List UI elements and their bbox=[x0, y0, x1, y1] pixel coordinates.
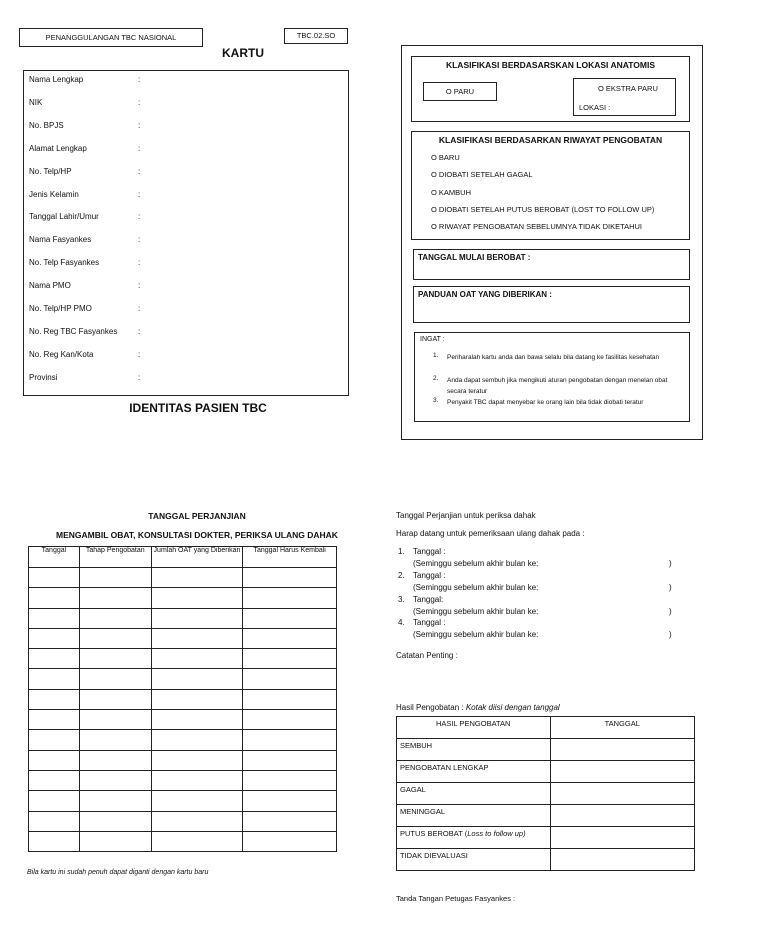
remember-item-text: Periharalah kartu anda dan bawa selalu bila datang ke fasilitas kesehatan bbox=[447, 354, 660, 361]
card-code-box bbox=[284, 28, 348, 44]
identity-field-row bbox=[24, 75, 348, 89]
oat-box[interactable] bbox=[413, 286, 690, 323]
sputum-note: (Seminggu sebelum akhir bulan ke: bbox=[413, 606, 539, 616]
appointment-row bbox=[29, 568, 337, 588]
sputum-date-label: Tanggal : bbox=[413, 570, 446, 580]
appointment-cell[interactable] bbox=[29, 770, 80, 790]
appointment-column-header: Tanggal bbox=[29, 547, 80, 568]
identity-field-row bbox=[24, 235, 348, 249]
appointment-cell[interactable] bbox=[29, 588, 80, 608]
appointment-cell[interactable] bbox=[243, 669, 337, 689]
identity-field-colon: : bbox=[138, 189, 141, 199]
remember-label: INGAT : bbox=[420, 336, 445, 343]
result-header-row bbox=[397, 717, 695, 739]
appointment-row bbox=[29, 689, 337, 709]
sputum-item-number: 4. bbox=[398, 618, 405, 628]
identity-field-label: NIK bbox=[29, 97, 43, 107]
identity-field-label: No. Reg TBC Fasyankes bbox=[29, 326, 118, 336]
identity-field-colon: : bbox=[138, 258, 141, 268]
appointment-column-header: Jumlah OAT yang Diberikan bbox=[151, 547, 243, 568]
appointment-cell[interactable] bbox=[243, 649, 337, 669]
appointment-cell[interactable] bbox=[151, 811, 243, 831]
identity-field-colon: : bbox=[138, 212, 141, 222]
result-name-cell bbox=[397, 805, 551, 827]
identity-field-label: Provinsi bbox=[29, 372, 58, 382]
card-title: KARTU bbox=[222, 46, 264, 60]
result-name: SEMBUH bbox=[400, 741, 433, 750]
identity-field-value[interactable] bbox=[146, 75, 342, 87]
appointment-cell[interactable] bbox=[151, 730, 243, 750]
appointment-cell[interactable] bbox=[79, 669, 151, 689]
result-label-line bbox=[396, 703, 560, 712]
appointment-subtitle: MENGAMBIL OBAT, KONSULTASI DOKTER, PERIKSA ULANG DAHAK bbox=[56, 530, 338, 540]
result-row bbox=[397, 783, 695, 805]
appointment-row bbox=[29, 791, 337, 811]
identity-field-value[interactable] bbox=[146, 304, 342, 316]
history-option[interactable]: O KAMBUH bbox=[431, 187, 472, 197]
history-option[interactable]: O DIOBATI SETELAH GAGAL bbox=[431, 170, 533, 180]
appointment-cell[interactable] bbox=[151, 770, 243, 790]
appointment-cell[interactable] bbox=[151, 628, 243, 648]
result-date-cell[interactable] bbox=[550, 761, 694, 783]
appointment-row bbox=[29, 811, 337, 831]
appointment-cell[interactable] bbox=[151, 831, 243, 851]
identity-field-value[interactable] bbox=[146, 350, 342, 362]
appointment-row bbox=[29, 588, 337, 608]
appointment-cell[interactable] bbox=[29, 628, 80, 648]
identity-field-label: Nama PMO bbox=[29, 281, 71, 291]
identity-field-value[interactable] bbox=[146, 144, 342, 156]
identity-field-label: No. Telp/HP PMO bbox=[29, 304, 92, 313]
appointment-row bbox=[29, 628, 337, 648]
anatomic-title: KLASIFIKASI BERDASARSKAN LOKASI ANATOMIS bbox=[445, 60, 656, 70]
identity-field-colon: : bbox=[138, 326, 141, 336]
identity-field-value[interactable] bbox=[146, 373, 342, 385]
identity-field-colon: : bbox=[138, 97, 141, 107]
appointment-cell[interactable] bbox=[79, 730, 151, 750]
appointment-cell[interactable] bbox=[29, 689, 80, 709]
result-row bbox=[397, 849, 695, 871]
sputum-intro: Tanggal Perjanjian untuk periksa dahak bbox=[396, 511, 536, 520]
result-name-cell bbox=[397, 827, 551, 849]
lokasi-label: LOKASI : bbox=[579, 103, 611, 112]
result-name: TIDAK DIEVALUASI bbox=[400, 851, 468, 860]
result-name: PUTUS BEROBAT ( bbox=[400, 829, 468, 838]
appointment-cell[interactable] bbox=[79, 831, 151, 851]
appointment-cell[interactable] bbox=[79, 750, 151, 770]
history-option[interactable]: O BARU bbox=[431, 153, 460, 162]
identity-field-label: Nama Lengkap bbox=[29, 75, 84, 84]
ekstra-paru-box[interactable] bbox=[573, 78, 676, 116]
appointment-cell[interactable] bbox=[29, 791, 80, 811]
identity-field-colon: : bbox=[138, 120, 141, 130]
identity-field-label: No. BPJS bbox=[29, 120, 64, 130]
identity-field-value[interactable] bbox=[146, 235, 342, 247]
appointment-cell[interactable] bbox=[243, 750, 337, 770]
appointment-cell[interactable] bbox=[79, 791, 151, 811]
identity-field-colon: : bbox=[138, 281, 141, 291]
appointment-column-header: Tanggal Harus Kembali bbox=[243, 547, 337, 568]
signature-label: Tanda Tangan Petugas Fasyankes : bbox=[396, 894, 516, 903]
sputum-note-close: ) bbox=[669, 606, 672, 616]
result-row bbox=[397, 827, 695, 849]
sputum-date-label: Tanggal: bbox=[413, 594, 444, 604]
identity-field-value[interactable] bbox=[146, 190, 342, 202]
ekstra-paru-option: O EKSTRA PARU bbox=[598, 84, 658, 93]
appointment-cell[interactable] bbox=[243, 811, 337, 831]
identity-field-row bbox=[24, 373, 348, 387]
appointment-cell[interactable] bbox=[151, 649, 243, 669]
sputum-note-close: ) bbox=[669, 582, 672, 592]
result-row bbox=[397, 805, 695, 827]
identity-field-row bbox=[24, 98, 348, 112]
appointment-row bbox=[29, 710, 337, 730]
appointment-cell[interactable] bbox=[29, 750, 80, 770]
identity-field-label: Jenis Kelamin bbox=[29, 189, 79, 199]
appointment-cell[interactable] bbox=[151, 710, 243, 730]
result-column-header: TANGGAL bbox=[550, 717, 694, 739]
result-date-cell[interactable] bbox=[550, 849, 694, 871]
result-row bbox=[397, 761, 695, 783]
identity-field-row bbox=[24, 281, 348, 295]
appointment-cell[interactable] bbox=[151, 608, 243, 628]
appointment-cell[interactable] bbox=[79, 628, 151, 648]
history-option[interactable]: O RIWAYAT PENGOBATAN SEBELUMNYA TIDAK DIKETAHUI bbox=[431, 222, 643, 232]
appointment-cell[interactable] bbox=[151, 750, 243, 770]
history-box bbox=[411, 131, 690, 240]
card-code: TBC.02.SO bbox=[296, 31, 336, 40]
result-name: PENGOBATAN LENGKAP bbox=[400, 763, 489, 772]
appointment-column-header: Tahap Pengobatan bbox=[79, 547, 151, 568]
appointment-cell[interactable] bbox=[151, 568, 243, 588]
identity-field-row bbox=[24, 167, 348, 181]
result-date-cell[interactable] bbox=[550, 783, 694, 805]
appointment-cell[interactable] bbox=[79, 770, 151, 790]
appointment-cell[interactable] bbox=[243, 831, 337, 851]
appointment-row bbox=[29, 669, 337, 689]
result-date-cell[interactable] bbox=[550, 805, 694, 827]
paru-option-box[interactable] bbox=[423, 82, 497, 101]
identity-field-value[interactable] bbox=[146, 121, 342, 133]
identity-field-value[interactable] bbox=[146, 98, 342, 110]
appointment-footnote: Bila kartu ini sudah penuh dapat diganti dengan kartu baru bbox=[27, 869, 209, 876]
identity-field-row bbox=[24, 144, 348, 158]
notes-label: Catatan Penting : bbox=[396, 651, 458, 660]
appointment-cell[interactable] bbox=[243, 568, 337, 588]
result-column-header: HASIL PENGOBATAN bbox=[397, 717, 551, 739]
result-name-cell bbox=[397, 849, 551, 871]
appointment-cell[interactable] bbox=[79, 649, 151, 669]
appointment-cell[interactable] bbox=[79, 608, 151, 628]
identity-field-row bbox=[24, 258, 348, 272]
identity-field-value[interactable] bbox=[146, 258, 342, 270]
program-label: PENANGGULANGAN TBC NASIONAL bbox=[45, 33, 177, 42]
identity-field-row bbox=[24, 350, 348, 364]
sputum-request: Harap datang untuk pemeriksaan ulang dahak pada : bbox=[396, 529, 585, 538]
appointment-cell[interactable] bbox=[243, 791, 337, 811]
identity-field-label: No. Reg Kan/Kota bbox=[29, 349, 94, 359]
identity-box bbox=[23, 70, 349, 396]
sputum-date-label: Tanggal : bbox=[413, 547, 446, 556]
identity-field-label: No. Telp/HP bbox=[29, 166, 72, 176]
result-name: MENINGGAL bbox=[400, 807, 446, 816]
appointment-header-row bbox=[29, 547, 337, 568]
result-label-italic: Kotak diisi dengan tanggal bbox=[465, 703, 560, 712]
appointment-cell[interactable] bbox=[29, 568, 80, 588]
sputum-date-label: Tanggal : bbox=[413, 618, 446, 628]
identity-field-row bbox=[24, 190, 348, 204]
result-label: Hasil Pengobatan : bbox=[396, 703, 464, 712]
result-name: GAGAL bbox=[400, 785, 426, 794]
sputum-note-close: ) bbox=[669, 630, 672, 640]
appointment-cell[interactable] bbox=[151, 689, 243, 709]
sputum-note-close: ) bbox=[669, 559, 672, 568]
identity-field-colon: : bbox=[138, 304, 141, 313]
appointment-cell[interactable] bbox=[151, 669, 243, 689]
result-name-italic: Loss to follow up) bbox=[467, 829, 526, 838]
appointment-cell[interactable] bbox=[243, 608, 337, 628]
appointment-cell[interactable] bbox=[79, 568, 151, 588]
sputum-item-number: 1. bbox=[398, 547, 405, 556]
appointment-cell[interactable] bbox=[29, 831, 80, 851]
appointment-cell[interactable] bbox=[151, 588, 243, 608]
sputum-note: (Seminggu sebelum akhir bulan ke: bbox=[413, 559, 539, 568]
appointment-cell[interactable] bbox=[243, 628, 337, 648]
program-label-box bbox=[19, 28, 203, 47]
appointment-row bbox=[29, 831, 337, 851]
appointment-cell[interactable] bbox=[29, 608, 80, 628]
appointment-cell[interactable] bbox=[29, 811, 80, 831]
sputum-note: (Seminggu sebelum akhir bulan ke: bbox=[413, 630, 539, 640]
sputum-note: (Seminggu sebelum akhir bulan ke: bbox=[413, 582, 539, 592]
appointment-cell[interactable] bbox=[243, 689, 337, 709]
appointment-row bbox=[29, 730, 337, 750]
identity-field-value[interactable] bbox=[146, 281, 342, 293]
appointment-cell[interactable] bbox=[79, 710, 151, 730]
start-date-label: TANGGAL MULAI BEROBAT : bbox=[418, 253, 531, 262]
identity-field-row bbox=[24, 327, 348, 341]
identity-field-label: No. Telp Fasyankes bbox=[29, 258, 100, 268]
appointment-cell[interactable] bbox=[79, 689, 151, 709]
appointment-cell[interactable] bbox=[243, 730, 337, 750]
identity-field-label: Tanggal Lahir/Umur bbox=[29, 212, 99, 222]
paru-option: O PARU bbox=[445, 87, 475, 96]
identity-field-value[interactable] bbox=[146, 327, 342, 339]
remember-item-number: 1. bbox=[433, 352, 439, 359]
remember-item-number: 2. bbox=[433, 375, 439, 382]
result-date-cell[interactable] bbox=[550, 827, 694, 849]
appointment-cell[interactable] bbox=[243, 588, 337, 608]
appointment-cell[interactable] bbox=[79, 811, 151, 831]
identity-field-label: Nama Fasyankes bbox=[29, 235, 92, 245]
result-table bbox=[396, 716, 695, 871]
identity-field-colon: : bbox=[138, 235, 141, 245]
remember-item-number: 3. bbox=[433, 397, 439, 404]
appointment-cell[interactable] bbox=[29, 669, 80, 689]
identity-field-row bbox=[24, 304, 348, 318]
identity-field-value[interactable] bbox=[146, 167, 342, 179]
appointment-title: TANGGAL PERJANJIAN bbox=[148, 511, 246, 521]
appointment-row bbox=[29, 649, 337, 669]
appointment-cell[interactable] bbox=[29, 649, 80, 669]
appointment-cell[interactable] bbox=[79, 588, 151, 608]
appointment-row bbox=[29, 608, 337, 628]
start-date-box[interactable] bbox=[413, 249, 690, 280]
identity-field-colon: : bbox=[138, 349, 141, 359]
identity-field-colon: : bbox=[138, 143, 141, 153]
identity-caption: IDENTITAS PASIEN TBC bbox=[129, 401, 267, 415]
remember-box bbox=[414, 332, 690, 422]
identity-field-row bbox=[24, 212, 348, 226]
appointment-cell[interactable] bbox=[151, 791, 243, 811]
appointment-cell[interactable] bbox=[243, 710, 337, 730]
appointment-row bbox=[29, 770, 337, 790]
appointment-cell[interactable] bbox=[29, 710, 80, 730]
identity-field-colon: : bbox=[138, 75, 141, 84]
appointment-row bbox=[29, 750, 337, 770]
appointment-cell[interactable] bbox=[243, 770, 337, 790]
identity-field-row bbox=[24, 121, 348, 135]
result-name-cell bbox=[397, 783, 551, 805]
oat-label: PANDUAN OAT YANG DIBERIKAN : bbox=[418, 290, 552, 299]
appointment-cell[interactable] bbox=[29, 730, 80, 750]
result-row bbox=[397, 739, 695, 761]
remember-item-text: Penyakit TBC dapat menyebar ke orang lain bila tidak diobati teratur bbox=[447, 399, 644, 406]
identity-field-label: Alamat Lengkap bbox=[29, 143, 87, 153]
history-title: KLASIFIKASI BERDASARKAN RIWAYAT PENGOBATAN bbox=[438, 135, 663, 145]
identity-field-colon: : bbox=[138, 372, 141, 382]
result-date-cell[interactable] bbox=[550, 739, 694, 761]
history-option[interactable]: O DIOBATI SETELAH PUTUS BEROBAT (LOST TO FOLLOW UP) bbox=[431, 204, 655, 214]
result-name-cell bbox=[397, 739, 551, 761]
sputum-item-number: 2. bbox=[398, 570, 405, 580]
identity-field-colon: : bbox=[138, 166, 141, 176]
appointment-table bbox=[28, 546, 337, 852]
remember-item-text: Anda dapat sembuh jika mengikuti aturan pengobatan dengan menelan obat secara teratur bbox=[447, 377, 668, 395]
sputum-item-number: 3. bbox=[398, 594, 405, 604]
identity-field-value[interactable] bbox=[146, 212, 342, 224]
result-name-cell bbox=[397, 761, 551, 783]
